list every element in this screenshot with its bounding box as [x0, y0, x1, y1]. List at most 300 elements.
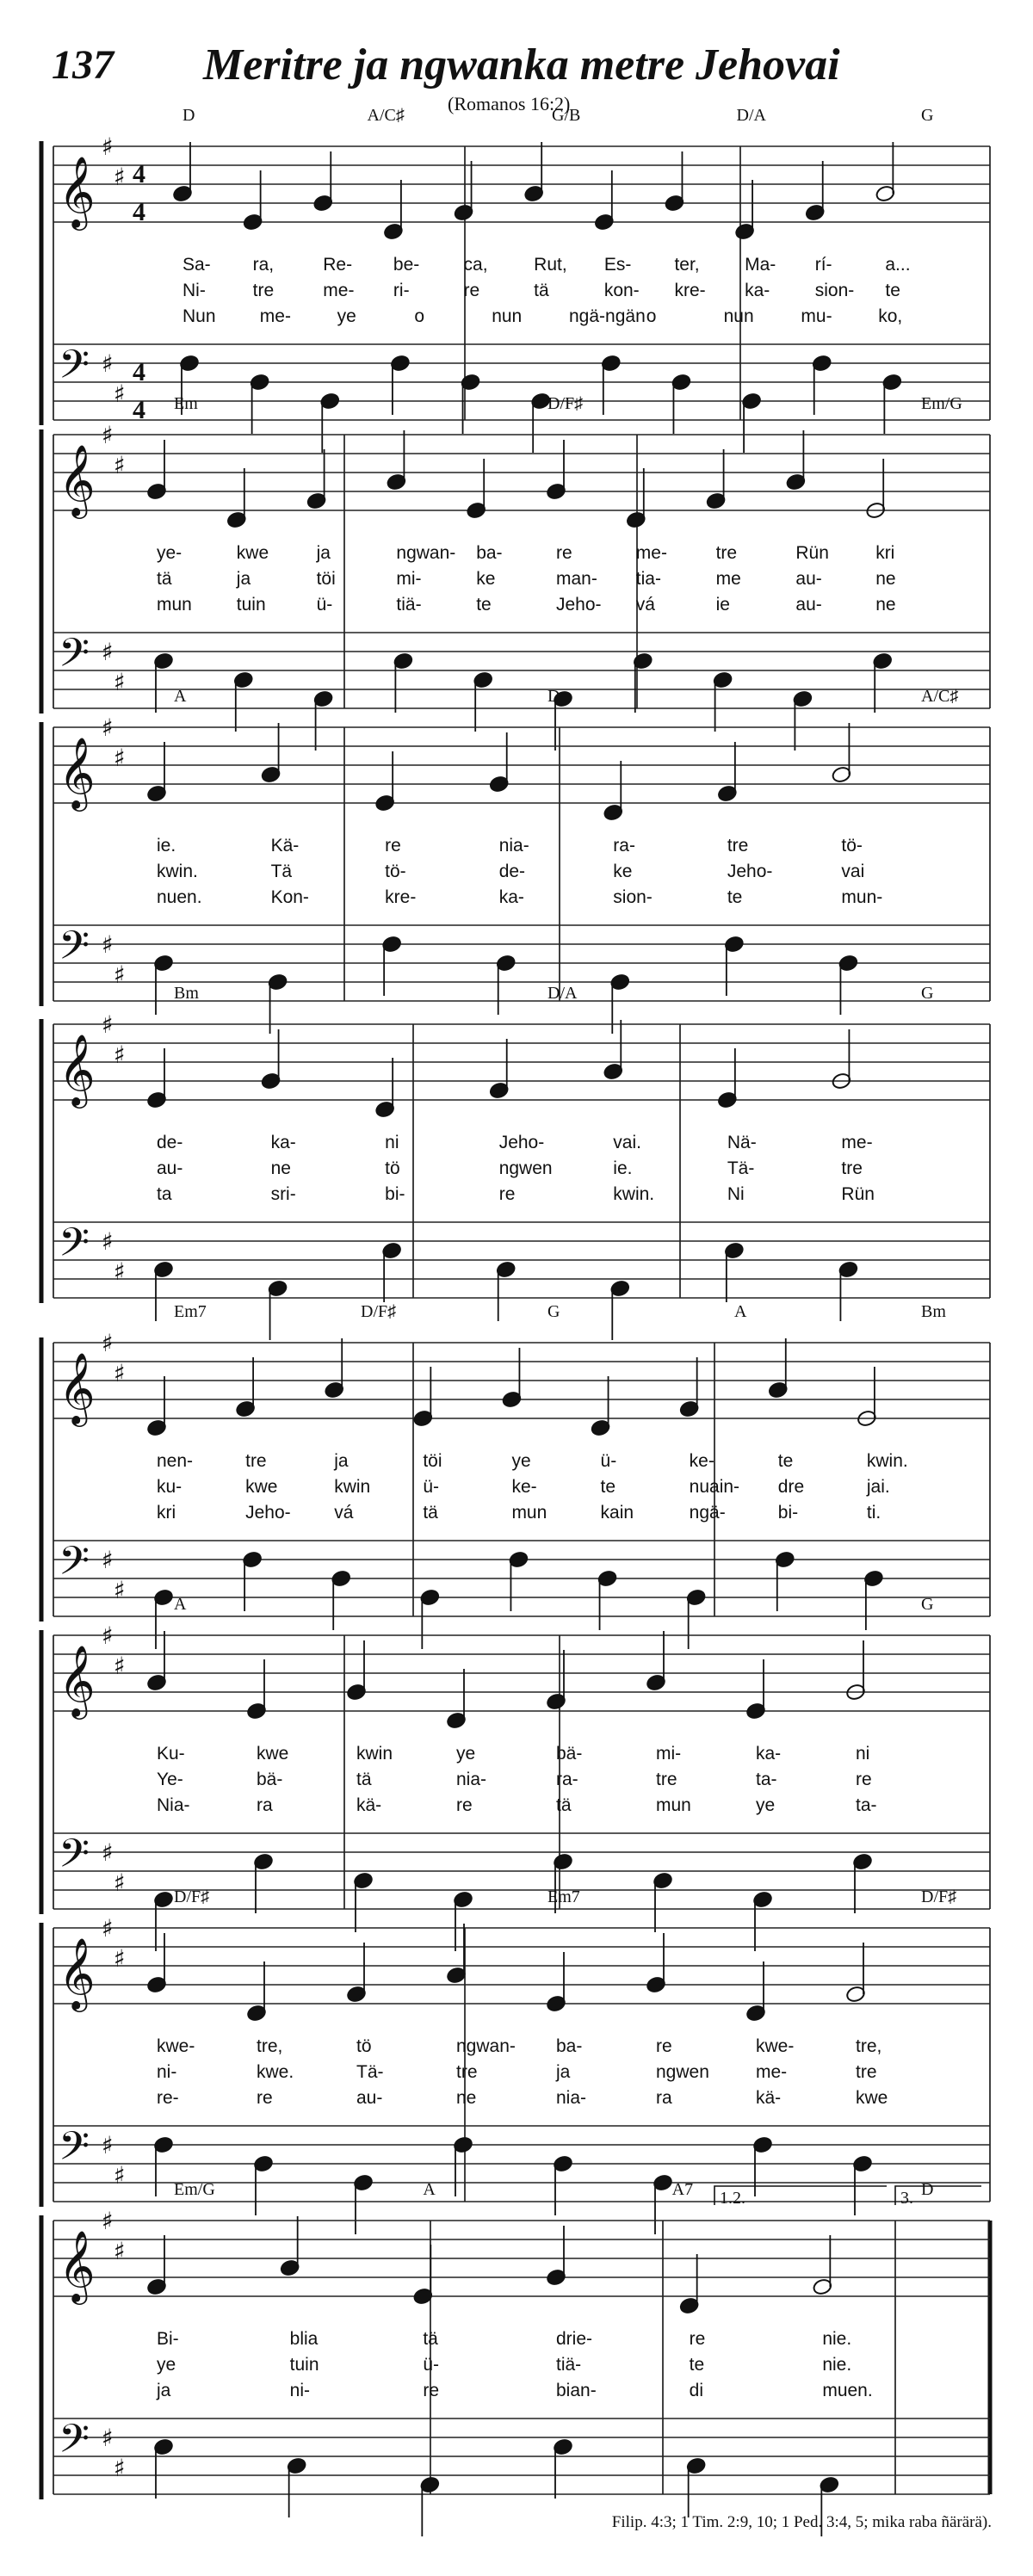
bass-note: [319, 392, 340, 453]
melody-note: [664, 151, 684, 212]
lyric-syllable: ye: [337, 306, 356, 326]
key-sharp-f-bass: ♯: [102, 2424, 114, 2452]
lyric-syllable: vá: [635, 595, 655, 615]
melody-note: [383, 180, 404, 240]
lyric-syllable: re-: [157, 2088, 179, 2108]
lyric-syllable: ka-: [270, 1133, 296, 1152]
lyric-syllable: kre-: [385, 887, 417, 907]
lyric-syllable: sri-: [270, 1184, 296, 1204]
bass-note: [838, 954, 858, 1015]
lyric-syllable: nuain-: [689, 1477, 740, 1497]
lyric-syllable: nen-: [157, 1451, 194, 1471]
lyric-syllable: tö: [356, 2036, 372, 2056]
lyric-syllable: di: [689, 2381, 704, 2400]
melody-note: [146, 1933, 167, 1993]
lyric-syllable: nia-: [456, 1770, 487, 1789]
lyric-syllable: tä: [423, 2329, 438, 2349]
lyric-syllable: Es-: [603, 255, 632, 275]
lyric-syllable: tö-: [841, 836, 863, 856]
melody-note: [346, 1943, 367, 2003]
lyric-syllable: nia-: [556, 2088, 587, 2108]
melody-note: [243, 170, 263, 231]
lyric-syllable: sion-: [814, 281, 855, 300]
melody-note: [845, 1943, 866, 2003]
lyric-syllable: tiä-: [556, 2355, 582, 2375]
key-sharp-f: ♯: [102, 1329, 114, 1357]
melody-note: [546, 1952, 566, 2012]
bass-note: [381, 936, 402, 996]
chord-symbol: Bm: [921, 1302, 946, 1321]
melody-note: [546, 1650, 566, 1710]
lyric-syllable: Nia-: [157, 1795, 190, 1815]
chord-symbol: A/C♯: [921, 687, 959, 706]
treble-staff: [53, 146, 990, 222]
lyric-syllable: vai.: [613, 1133, 641, 1152]
lyric-syllable: Jeho-: [727, 862, 773, 881]
lyric-syllable: o: [414, 306, 425, 326]
bass-note: [881, 374, 902, 434]
lyric-syllable: bä-: [257, 1770, 283, 1789]
lyric-syllable: ke: [476, 569, 496, 589]
melody-note: [489, 732, 510, 793]
melody-note: [501, 1348, 522, 1408]
lyric-syllable: Ku-: [157, 1744, 185, 1764]
key-sharp-c-bass: ♯: [114, 1576, 126, 1604]
lyric-syllable: ke-: [511, 1477, 537, 1497]
melody-note: [261, 1029, 281, 1090]
lyric-syllable: me-: [841, 1133, 873, 1152]
key-sharp-c-bass: ♯: [114, 2161, 126, 2190]
lyric-syllable: ne: [875, 595, 896, 615]
time-sig-top-bass: 4: [133, 358, 145, 386]
lyric-syllable: ie: [715, 595, 730, 615]
lyric-syllable: te: [476, 595, 492, 615]
bass-staff: [53, 2418, 990, 2494]
lyric-syllable: kwin.: [866, 1451, 908, 1471]
chord-symbol: A: [174, 687, 187, 706]
lyric-syllable: tä: [423, 1503, 438, 1523]
lyric-syllable: jai.: [866, 1477, 890, 1497]
lyric-syllable: Ma-: [745, 255, 776, 275]
melody-note: [745, 1961, 766, 2022]
lyric-syllable: ü-: [423, 2355, 440, 2375]
treble-clef: 𝄞: [59, 1351, 96, 1424]
bass-staff: [53, 633, 990, 708]
melody-note: [446, 1669, 467, 1729]
melody-note: [246, 1659, 267, 1720]
lyric-syllable: ngwan-: [456, 2036, 516, 2056]
bass-note: [852, 1853, 873, 1913]
lyric-syllable: me-: [756, 2062, 788, 2082]
lyric-syllable: ri-: [393, 281, 410, 300]
lyric-syllable: ra: [257, 1795, 273, 1815]
lyric-syllable: ka-: [498, 887, 524, 907]
key-sharp-c: ♯: [114, 163, 126, 191]
melody-note: [172, 142, 193, 202]
melody-note: [312, 151, 333, 212]
lyric-syllable: mu-: [801, 306, 832, 326]
lyric-syllable: ni: [856, 1744, 870, 1764]
lyric-syllable: ke-: [689, 1451, 714, 1471]
lyric-syllable: kre-: [674, 281, 706, 300]
lyric-syllable: ü-: [316, 595, 333, 615]
treble-clef: 𝄞: [59, 1033, 96, 1105]
bass-clef: 𝄢: [59, 342, 90, 398]
bass-note: [268, 1280, 288, 1340]
bass-note: [609, 1280, 630, 1340]
lyric-syllable: kwe: [245, 1477, 278, 1497]
bass-note: [597, 1570, 618, 1630]
lyric-syllable: ter,: [674, 255, 700, 275]
bass-note: [353, 2174, 374, 2234]
treble-clef: 𝄞: [59, 736, 96, 808]
lyric-syllable: blia: [289, 2329, 319, 2349]
key-sharp-f: ♯: [102, 1010, 114, 1039]
bass-note: [250, 374, 270, 434]
melody-note: [603, 761, 623, 821]
lyric-syllable: ye-: [157, 543, 182, 563]
lyric-syllable: Sa-: [182, 255, 211, 275]
melody-note: [146, 1048, 167, 1109]
lyric-syllable: mun: [157, 595, 192, 615]
melody-note: [306, 449, 327, 510]
chord-symbol: G/B: [552, 106, 581, 125]
key-sharp-c-bass: ♯: [114, 1257, 126, 1286]
lyric-syllable: ka-: [756, 1744, 782, 1764]
lyric-syllable: kwe-: [157, 2036, 195, 2056]
bass-note: [153, 2438, 174, 2499]
melody-note: [146, 742, 167, 802]
bass-note: [724, 936, 745, 996]
lyric-syllable: bi-: [385, 1184, 405, 1204]
key-sharp-c-bass: ♯: [114, 961, 126, 989]
time-sig-bottom-bass: 4: [133, 396, 145, 424]
bass-note: [863, 1570, 884, 1630]
lyric-syllable: me: [715, 569, 741, 589]
treble-clef: 𝄞: [59, 443, 96, 516]
bass-note: [393, 652, 413, 713]
lyric-syllable: tre: [856, 2062, 877, 2082]
lyric-syllable: au-: [157, 1158, 183, 1178]
lyric-syllable: Bi-: [157, 2329, 179, 2349]
melody-note: [591, 1376, 611, 1436]
lyric-syllable: de-: [157, 1133, 183, 1152]
bass-note: [553, 2155, 573, 2215]
lyric-syllable: mun: [511, 1503, 547, 1523]
bass-note: [453, 1891, 473, 1951]
key-sharp-c-bass: ♯: [114, 668, 126, 696]
lyric-syllable: ni-: [289, 2381, 311, 2400]
lyric-syllable: kwe: [257, 1744, 289, 1764]
bass-note: [653, 1872, 673, 1932]
melody-note: [768, 1338, 789, 1399]
key-sharp-f-bass: ♯: [102, 2131, 114, 2159]
lyric-syllable: ngä-: [689, 1503, 726, 1523]
time-sig-bottom: 4: [133, 198, 145, 226]
lyric-syllable: kon-: [603, 281, 640, 300]
lyric-syllable: tre: [245, 1451, 267, 1471]
lyric-syllable: nun: [723, 306, 754, 326]
lyric-syllable: ja: [157, 2381, 171, 2400]
lyric-syllable: re: [385, 836, 401, 856]
melody-note: [594, 170, 615, 231]
bass-clef: 𝄢: [59, 2123, 90, 2179]
key-sharp-f: ♯: [102, 1622, 114, 1650]
melody-note: [346, 1640, 367, 1701]
bass-note: [812, 355, 832, 415]
lyric-syllable: Kä-: [270, 836, 300, 856]
key-sharp-f: ♯: [102, 713, 114, 742]
lyric-syllable: ra-: [556, 1770, 578, 1789]
chord-symbol: G: [921, 984, 934, 1003]
lyric-syllable: vá: [334, 1503, 354, 1523]
chord-symbol: A/C♯: [367, 106, 405, 125]
bass-note: [473, 671, 493, 732]
lyric-syllable: Ni: [727, 1184, 745, 1204]
bass-note: [752, 2136, 773, 2196]
lyric-syllable: au-: [795, 595, 822, 615]
bass-note: [872, 652, 893, 713]
lyric-syllable: tö-: [385, 862, 406, 881]
bass-note: [390, 355, 411, 415]
lyric-syllable: tre: [841, 1158, 863, 1178]
lyric-syllable: te: [885, 281, 900, 300]
lyric-syllable: tuin: [289, 2355, 319, 2375]
lyric-syllable: ti.: [866, 1503, 881, 1523]
lyric-syllable: ca,: [463, 255, 488, 275]
melody-note: [374, 1058, 395, 1118]
lyric-syllable: bi-: [777, 1503, 799, 1523]
lyric-syllable: tre: [727, 836, 749, 856]
bass-clef: 𝄢: [59, 1831, 90, 1887]
lyric-syllable: ye: [756, 1795, 776, 1815]
melody-note: [261, 723, 281, 783]
melody-note: [146, 1631, 167, 1691]
chord-symbol: G: [921, 106, 934, 125]
melody-note: [706, 449, 727, 510]
treble-clef: 𝄞: [59, 155, 96, 227]
lyric-syllable: Tä-: [727, 1158, 755, 1178]
bass-note: [453, 2136, 473, 2196]
chord-symbol: D/F♯: [921, 1887, 957, 1906]
melody-note: [374, 751, 395, 812]
bass-note: [353, 1872, 374, 1932]
key-sharp-f-bass: ♯: [102, 1546, 114, 1574]
melody-note: [646, 1631, 666, 1691]
bass-staff: [53, 1541, 990, 1616]
lyric-syllable: sion-: [613, 887, 653, 907]
chord-symbol: A7: [671, 2180, 694, 2199]
lyric-syllable: Ye-: [157, 1770, 183, 1789]
lyric-syllable: ja: [556, 2062, 571, 2082]
chord-symbol: G: [547, 1302, 560, 1321]
lyric-syllable: re: [463, 281, 480, 300]
key-sharp-f: ♯: [102, 2207, 114, 2235]
lyric-syllable: ba-: [476, 543, 503, 563]
lyric-syllable: tiä-: [396, 595, 422, 615]
treble-clef: 𝄞: [59, 1937, 96, 2009]
bass-note: [153, 1891, 174, 1951]
lyric-syllable: Rün: [795, 543, 829, 563]
lyric-syllable: au-: [356, 2088, 383, 2108]
lyric-syllable: drie-: [556, 2329, 593, 2349]
melody-note: [235, 1357, 256, 1418]
lyric-syllable: ye: [511, 1451, 531, 1471]
chord-symbol: Bm: [174, 984, 199, 1003]
bass-note: [775, 1551, 795, 1611]
bass-note: [741, 392, 762, 453]
lyric-syllable: ne: [456, 2088, 477, 2108]
melody-note: [466, 459, 486, 519]
lyric-syllable: ta-: [856, 1795, 877, 1815]
lyric-syllable: töi: [316, 569, 336, 589]
bass-note: [153, 1589, 174, 1649]
melody-note: [280, 2216, 300, 2276]
lyric-syllable: ba-: [556, 2036, 583, 2056]
lyric-syllable: ie.: [613, 1158, 633, 1178]
lyric-syllable: Re-: [323, 255, 353, 275]
treble-staff: [53, 435, 990, 510]
melody-note: [546, 2226, 566, 2286]
lyric-syllable: ngwen: [498, 1158, 553, 1178]
melody-note: [745, 1659, 766, 1720]
melody-note: [146, 440, 167, 500]
bass-clef: 𝄢: [59, 630, 90, 686]
bass-note: [419, 1589, 440, 1649]
lyric-syllable: man-: [556, 569, 597, 589]
lyric-syllable: kwin.: [157, 862, 198, 881]
lyric-syllable: re: [656, 2036, 672, 2056]
bass-note: [496, 954, 516, 1015]
key-sharp-c-bass: ♯: [114, 2454, 126, 2482]
bass-note: [838, 1261, 858, 1321]
chord-symbol: A: [174, 1595, 187, 1614]
lyric-syllable: nie.: [822, 2355, 852, 2375]
bass-note: [153, 954, 174, 1015]
chord-symbol: D: [921, 2180, 934, 2199]
bass-note: [724, 1242, 745, 1302]
melody-note: [386, 430, 406, 491]
key-sharp-f-bass: ♯: [102, 1227, 114, 1256]
lyric-syllable: tre: [456, 2062, 478, 2082]
key-sharp-f-bass: ♯: [102, 349, 114, 378]
lyric-syllable: ta: [157, 1184, 172, 1204]
chord-symbol: D/A: [547, 984, 578, 1003]
lyric-syllable: kwe: [236, 543, 269, 563]
lyric-syllable: ka-: [745, 281, 770, 300]
key-sharp-f: ♯: [102, 133, 114, 161]
lyric-syllable: ja: [236, 569, 251, 589]
treble-staff: [53, 1928, 990, 2004]
melody-note: [146, 1376, 167, 1436]
lyric-syllable: ü-: [600, 1451, 617, 1471]
lyric-syllable: kain: [600, 1503, 634, 1523]
treble-staff: [53, 1343, 990, 1418]
lyric-syllable: ra,: [252, 255, 275, 275]
melody-note: [679, 2254, 700, 2314]
bass-note: [461, 374, 481, 434]
scripture-reference: (Romanos 16:2): [448, 93, 571, 114]
lyric-syllable: me-: [635, 543, 667, 563]
lyric-syllable: bä-: [556, 1744, 583, 1764]
lyric-syllable: nun: [492, 306, 523, 326]
lyric-syllable: te: [777, 1451, 794, 1471]
melody-note: [626, 468, 646, 528]
bass-note: [671, 374, 691, 434]
melody-note: [146, 2235, 167, 2295]
footer-references: Filip. 4:3; 1 Tim. 2:9, 10; 1 Ped. 3:4, 5; mika raba ñärärä).: [611, 2513, 992, 2531]
melody-note: [717, 742, 738, 802]
lyric-syllable: te: [689, 2355, 705, 2375]
bass-note: [253, 2155, 274, 2215]
lyric-syllable: ngwan-: [396, 543, 456, 563]
melody-note: [246, 1961, 267, 2022]
lyric-syllable: tuin: [236, 595, 266, 615]
chord-symbol: D/F♯: [361, 1302, 397, 1321]
key-sharp-f-bass: ♯: [102, 1838, 114, 1867]
lyric-syllable: de-: [498, 862, 526, 881]
bass-note: [686, 2457, 707, 2517]
bass-clef: 𝄢: [59, 1220, 90, 1276]
lyric-syllable: tä: [157, 569, 172, 589]
chord-symbol: G: [921, 1595, 934, 1614]
lyric-syllable: ko,: [878, 306, 903, 326]
lyric-syllable: ne: [270, 1158, 291, 1178]
lyric-syllable: rí-: [814, 255, 832, 275]
chord-symbol: Em7: [174, 1302, 207, 1321]
lyric-syllable: Ni-: [182, 281, 206, 300]
bass-clef: 𝄢: [59, 2416, 90, 2472]
key-sharp-f: ♯: [102, 1914, 114, 1943]
lyric-syllable: mun-: [841, 887, 883, 907]
bass-note: [601, 355, 622, 415]
melody-note: [226, 468, 247, 528]
volta-label: 3.: [900, 2189, 913, 2208]
lyric-syllable: kä-: [356, 1795, 382, 1815]
bass-note: [253, 1853, 274, 1913]
bass-note: [686, 1589, 707, 1649]
key-sharp-f: ♯: [102, 421, 114, 449]
lyric-syllable: ne: [875, 569, 896, 589]
bass-note: [242, 1551, 263, 1611]
bass-note: [713, 671, 733, 732]
song-number: 137: [52, 42, 114, 88]
lyric-syllable: ü-: [423, 1477, 440, 1497]
melody-note: [812, 2235, 832, 2295]
lyric-syllable: ni-: [157, 2062, 177, 2082]
melody-note: [489, 1039, 510, 1099]
key-sharp-c: ♯: [114, 1652, 126, 1680]
melody-note: [523, 142, 544, 202]
bass-note: [553, 2438, 573, 2499]
lyric-syllable: Nä-: [727, 1133, 757, 1152]
lyric-syllable: ku-: [157, 1477, 182, 1497]
lyric-syllable: Nun: [182, 306, 216, 326]
lyric-syllable: tä: [556, 1795, 572, 1815]
bass-note: [381, 1242, 402, 1302]
lyric-syllable: tre: [656, 1770, 677, 1789]
lyric-syllable: vai: [841, 862, 865, 881]
time-sig-top: 4: [133, 160, 145, 188]
bass-note: [153, 1261, 174, 1321]
lyric-syllable: kwin.: [613, 1184, 655, 1204]
melody-note: [734, 180, 755, 240]
lyric-syllable: kä-: [756, 2088, 782, 2108]
lyric-syllable: muen.: [822, 2381, 873, 2400]
treble-clef: 𝄞: [59, 2229, 96, 2301]
chord-symbol: D: [182, 106, 195, 125]
lyric-syllable: kri: [875, 543, 895, 563]
